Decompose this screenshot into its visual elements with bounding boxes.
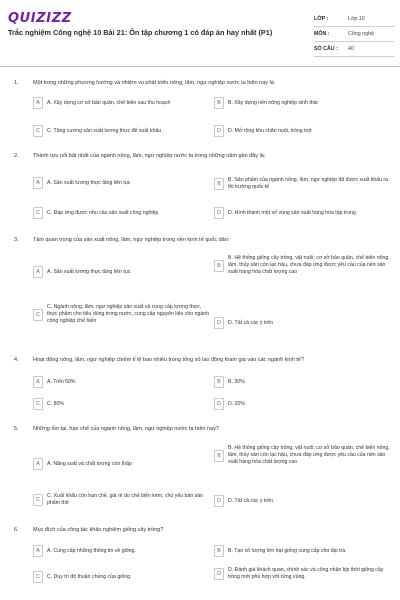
option-a[interactable] [33, 458, 203, 470]
option-letter-box: A [33, 545, 43, 557]
option-c[interactable] [33, 304, 213, 325]
option-text: D. Tất cả các ý trên [228, 497, 273, 504]
option-text: D. Hình thành một số vùng sản xuất hàng hóa tập trung [228, 209, 356, 216]
option-letter-box: B [214, 545, 224, 557]
meta-label: SỐ CÂU : [314, 46, 338, 52]
question-header [14, 426, 394, 432]
worksheet-meta [314, 12, 394, 57]
option-letter-box: D [214, 125, 224, 137]
option-b[interactable] [214, 97, 394, 109]
option-letter-box: A [33, 177, 43, 189]
option-letter-box: C [33, 494, 43, 506]
question-number: 2. [14, 153, 19, 159]
question-text: Những tồn tại, hạn chế của ngành nông, lâm, ngư nghiệp nước ta hiện nay? [33, 426, 219, 432]
option-letter-box: D [214, 398, 224, 410]
option-d[interactable] [214, 207, 389, 219]
option-text: D. Mở rộng khu chăn nuôi, trồng trọt [228, 127, 312, 134]
option-text: D. Đánh giá khách quan, chính xác và công nhận kịp thời giống cây trồng mới phù hợp với từng vùng. [228, 567, 384, 580]
option-letter-box: C [33, 571, 43, 583]
meta-row-subject [314, 27, 394, 42]
option-a[interactable] [33, 376, 203, 388]
option-c[interactable] [33, 207, 208, 219]
option-letter-box: D [214, 317, 224, 329]
meta-label: LỚP : [314, 16, 329, 22]
option-d[interactable] [214, 317, 389, 329]
option-text: A. Trên 50% [47, 378, 76, 385]
meta-label: MÔN : [314, 31, 330, 37]
option-b[interactable] [214, 177, 389, 191]
meta-value: 40 [348, 46, 354, 52]
option-b[interactable] [214, 545, 394, 557]
question-text: Mục đích của công tác khảo nghiệm giống cây trồng? [33, 527, 164, 533]
option-text: D. 20% [228, 400, 246, 407]
option-text: B. Tạo số lượng lớn hạt giống cung cấp cho đại trà. [228, 547, 347, 554]
option-letter-box: A [33, 458, 43, 470]
option-c[interactable] [33, 398, 203, 410]
option-b[interactable] [214, 255, 394, 276]
option-text: A. Xây dựng cơ sở bảo quản, chế biến sau thu hoạch [47, 99, 171, 106]
option-a[interactable] [33, 266, 203, 278]
quizizz-logo: QUIZIZZ [8, 11, 72, 26]
question-number: 5. [14, 426, 19, 432]
option-text: B. 30% [228, 378, 245, 385]
option-letter-box: B [214, 376, 224, 388]
option-c[interactable] [33, 571, 203, 583]
option-text: C. 80% [47, 400, 65, 407]
option-text: C. Đáp ứng được nhu cầu sản xuất công nghiệp [47, 209, 159, 216]
question-number: 3. [14, 237, 19, 243]
worksheet-header [0, 0, 400, 68]
meta-row-question-count [314, 42, 394, 57]
question-number: 4. [14, 357, 19, 363]
option-c[interactable] [33, 125, 208, 137]
option-text: A. Sản xuất lương thực tăng liên tục [47, 179, 131, 186]
option-letter-box: C [33, 207, 43, 219]
option-letter-box: B [214, 260, 224, 272]
option-text: A. Năng suất và chất lượng còn thấp [47, 460, 132, 467]
option-text: B. Sản phẩm của ngành nông, lâm, ngư nghiệp đã được xuất khẩu ra thị trường quốc tế [228, 177, 389, 190]
question-header [14, 153, 394, 159]
option-text: D. Tất cả các ý trên [228, 319, 273, 326]
meta-value: Lớp 10 [348, 16, 365, 22]
meta-row-class [314, 12, 394, 27]
question-header [14, 527, 394, 533]
option-text: B. Xây dựng nền nông nghiệp sinh thái [228, 99, 318, 106]
question-header [14, 80, 394, 86]
option-text: B. Hệ thống giống cây trồng, vật nuôi; cơ sở bảo quản, chế biến nông, lâm, thủy sản còn lạc hậu, chưa đáp ứng được yêu cầu của nền sản xuất hàng hóa chất lượng cao [228, 445, 390, 465]
option-letter-box: A [33, 266, 43, 278]
option-c[interactable] [33, 493, 208, 507]
option-text: B. Hệ thống giống cây trồng, vật nuôi; cơ sở bảo quản, chế biến nông, lâm, thủy sản còn lạc hậu, chưa đáp ứng được yêu cầu của nền sản xuất hàng hóa chất lượng cao [228, 255, 390, 275]
option-letter-box: D [214, 207, 224, 219]
option-d[interactable] [214, 398, 384, 410]
option-d[interactable] [214, 495, 389, 507]
option-letter-box: C [33, 398, 43, 410]
option-a[interactable] [33, 177, 203, 189]
option-letter-box: A [33, 376, 43, 388]
option-text: C. Ngành nông, lâm, ngư nghiệp sản xuất và cung cấp lương thực, thực phẩm cho tiêu dùng trong nước, cung cấp nguyên liệu cho ngành công nghiệp chế biến [47, 304, 210, 324]
option-letter-box: B [214, 450, 224, 462]
question-header [14, 357, 394, 363]
option-b[interactable] [214, 445, 394, 466]
option-a[interactable] [33, 97, 203, 109]
option-text: A. Cung cấp những thông tin về giống. [47, 547, 136, 554]
option-letter-box: C [33, 125, 43, 137]
option-d[interactable] [214, 567, 394, 581]
option-text: C. Xuất khẩu còn hạn chế, giá rẻ do chế biến kém, chủ yếu bán sản phẩm thô [47, 493, 204, 506]
option-letter-box: B [214, 178, 224, 190]
option-b[interactable] [214, 376, 384, 388]
option-letter-box: D [214, 495, 224, 507]
question-number: 1. [14, 80, 19, 86]
question-text: Thành tựu nổi bật nhất của ngành nông, lâm, ngư nghiệp nước ta trong những năm gần đây là: [33, 153, 266, 159]
meta-value: Công nghệ [348, 31, 374, 37]
header-divider [0, 66, 400, 67]
question-header [14, 237, 394, 243]
option-d[interactable] [214, 125, 394, 137]
option-letter-box: B [214, 97, 224, 109]
option-text: A. Sản xuất lương thực tăng liên tục [47, 268, 131, 275]
worksheet-title: Trắc nghiệm Công nghệ 10 Bài 21: Ôn tập chương 1 có đáp án hay nhất (P1) [8, 28, 273, 37]
option-letter-box: A [33, 97, 43, 109]
option-letter-box: C [33, 309, 43, 321]
option-text: C. Duy trì độ thuần chủng của giống. [47, 573, 132, 580]
option-text: C. Tăng cường sản xuất lương thực để xuất khẩu [47, 127, 162, 134]
question-text: Tầm quan trọng của sản xuất nông, lâm, ngư nghiệp trong nền kinh tế quốc dân: [33, 237, 230, 243]
option-letter-box: D [214, 568, 224, 580]
question-text: Hoạt động nông, lâm, ngư nghiệp chiếm tỉ lệ bao nhiêu trong tổng số lao động tham gia vào các ngành kinh tế? [33, 357, 304, 363]
question-number: 6. [14, 527, 19, 533]
option-a[interactable] [33, 545, 203, 557]
question-text: Một trong những phương hướng và nhiệm vụ phát triển nông, lâm, ngư nghiệp nước ta hiện nay là: [33, 80, 276, 86]
